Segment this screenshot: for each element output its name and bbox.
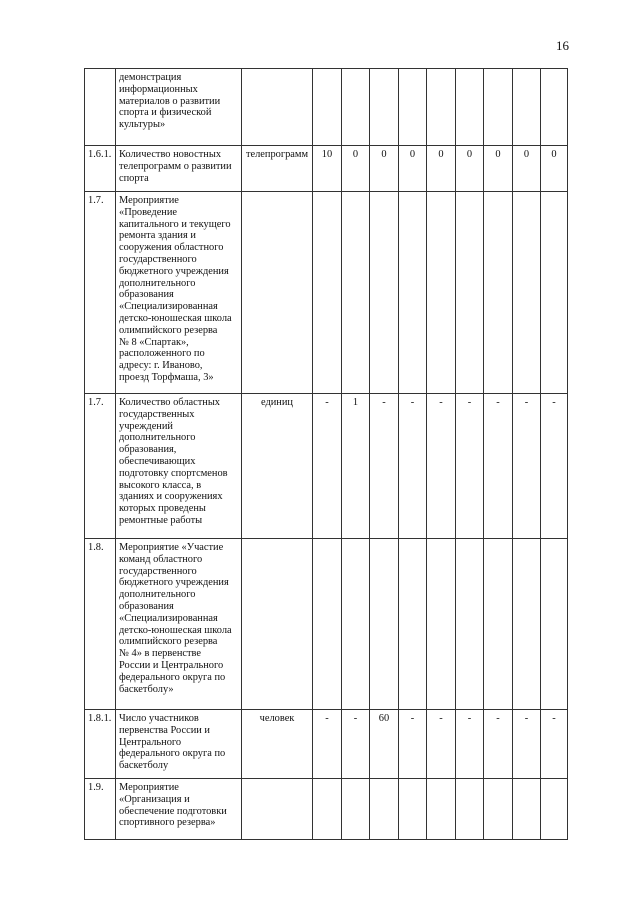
row-unit: телепрограмм — [242, 146, 313, 192]
row-value — [313, 779, 342, 840]
row-name-cell — [116, 146, 242, 192]
row-value: 0 — [484, 146, 513, 192]
row-number: 1.7. — [85, 394, 116, 539]
row-value: - — [513, 394, 541, 539]
row-value — [427, 69, 456, 146]
row-value: - — [427, 394, 456, 539]
row-value: - — [541, 710, 568, 779]
row-unit — [242, 779, 313, 840]
table-row — [85, 394, 568, 539]
row-value: - — [399, 394, 427, 539]
row-value — [427, 192, 456, 394]
row-name-cell — [116, 539, 242, 710]
row-number: 1.6.1. — [85, 146, 116, 192]
row-value — [513, 192, 541, 394]
row-name: демонстрация информационных материалов о развитии спорта и физической культуры» — [119, 72, 221, 131]
table-row — [85, 710, 568, 779]
row-unit: единиц — [242, 394, 313, 539]
row-value: 10 — [313, 146, 342, 192]
row-value: - — [313, 710, 342, 779]
row-value: - — [456, 710, 484, 779]
table-row — [85, 539, 568, 710]
row-value — [541, 539, 568, 710]
row-value: 1 — [342, 394, 370, 539]
row-value — [456, 69, 484, 146]
table-row — [85, 192, 568, 394]
row-name-cell — [116, 69, 242, 146]
row-value — [484, 192, 513, 394]
table-row — [85, 146, 568, 192]
row-value: 0 — [456, 146, 484, 192]
row-value: - — [541, 394, 568, 539]
row-value — [399, 69, 427, 146]
row-name: Мероприятие «Участие команд областного государственного бюджетного учреждения дополнительного образования «Специализированная детско-юношеская школа олимпийского резерва № 4» в первенстве России и Центрального федерального округа по баскетболу» — [119, 542, 232, 695]
row-value: 0 — [513, 146, 541, 192]
row-value — [513, 69, 541, 146]
row-name-cell — [116, 192, 242, 394]
row-name: Мероприятие «Организация и обеспечение подготовки спортивного резерва» — [119, 782, 227, 829]
row-value — [513, 539, 541, 710]
row-value — [313, 539, 342, 710]
row-name-cell — [116, 394, 242, 539]
row-value: 0 — [399, 146, 427, 192]
row-value — [456, 539, 484, 710]
row-unit — [242, 539, 313, 710]
row-value — [541, 779, 568, 840]
row-value: - — [342, 710, 370, 779]
row-value — [342, 779, 370, 840]
row-value: - — [484, 710, 513, 779]
row-value: - — [427, 710, 456, 779]
row-value — [513, 779, 541, 840]
row-value — [342, 192, 370, 394]
row-name: Число участников первенства России и Центрального федерального округа по баскетболу — [119, 713, 226, 772]
row-unit — [242, 69, 313, 146]
row-value: - — [484, 394, 513, 539]
row-value — [399, 779, 427, 840]
row-name: Количество новостных телепрограмм о развитии спорта — [119, 149, 232, 184]
row-value — [456, 779, 484, 840]
row-value — [370, 69, 399, 146]
row-value: - — [456, 394, 484, 539]
row-value — [456, 192, 484, 394]
row-name-cell — [116, 779, 242, 840]
row-name-cell — [116, 710, 242, 779]
row-value: 0 — [370, 146, 399, 192]
row-unit: человек — [242, 710, 313, 779]
row-number: 1.7. — [85, 192, 116, 394]
page-number: 16 — [556, 38, 569, 53]
row-unit — [242, 192, 313, 394]
row-value — [370, 779, 399, 840]
row-value: 0 — [541, 146, 568, 192]
row-value — [484, 779, 513, 840]
row-value — [342, 69, 370, 146]
row-value — [427, 779, 456, 840]
row-value — [342, 539, 370, 710]
row-name: Количество областных государственных учреждений дополнительного образования, обеспечивающих подготовку спортсменов высокого класса, в зданиях и сооружениях которых проведены ремонтные работы — [119, 397, 228, 526]
row-value: - — [313, 394, 342, 539]
row-value — [399, 539, 427, 710]
indicators-table — [84, 68, 568, 840]
table-row — [85, 779, 568, 840]
row-number: 1.8.1. — [85, 710, 116, 779]
row-value: - — [513, 710, 541, 779]
row-value — [370, 539, 399, 710]
row-number — [85, 69, 116, 146]
table-row — [85, 69, 568, 146]
row-value — [427, 539, 456, 710]
row-value — [399, 192, 427, 394]
row-value: - — [399, 710, 427, 779]
row-value — [313, 69, 342, 146]
row-value: 0 — [427, 146, 456, 192]
row-name: Мероприятие «Проведение капитального и текущего ремонта здания и сооружения областного государственного бюджетного учреждения дополнительного образования «Специализированная детско-юношеская школа олимпийского резерва № 8 «Спартак», расположенного по адресу: г. Иваново, проезд Торфмаша, 3» — [119, 195, 232, 383]
row-number: 1.8. — [85, 539, 116, 710]
row-value — [370, 192, 399, 394]
row-value: - — [370, 394, 399, 539]
row-number: 1.9. — [85, 779, 116, 840]
row-value — [541, 69, 568, 146]
row-value: 0 — [342, 146, 370, 192]
row-value — [541, 192, 568, 394]
row-value: 60 — [370, 710, 399, 779]
row-value — [313, 192, 342, 394]
row-value — [484, 69, 513, 146]
row-value — [484, 539, 513, 710]
